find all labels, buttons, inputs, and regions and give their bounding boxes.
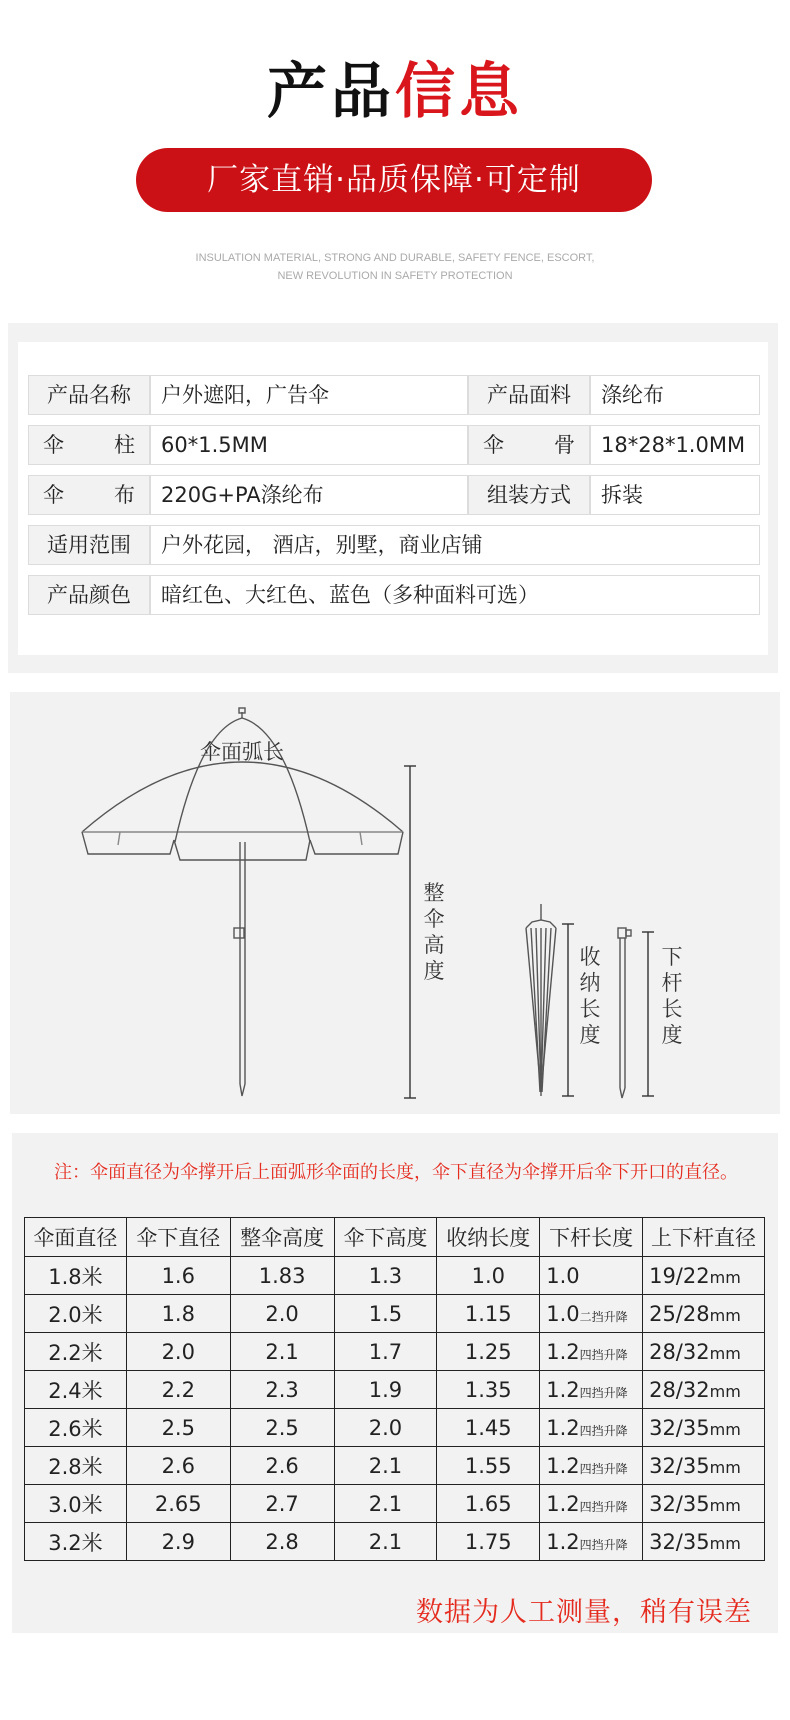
header-folded-length: 收纳长度 [437,1218,540,1257]
spec-label-cloth: 伞布 [28,475,150,515]
table-row [25,1295,765,1333]
lower-diameter-cell: 1.8 [126,1295,230,1333]
lower-pole-length-value: 1.2 [546,1529,580,1554]
spec-value-fabric: 涤纶布 [590,375,760,415]
pole-diameter-cell [643,1257,765,1295]
pole-diameter-value: 25/28 [649,1301,710,1326]
lower-diameter-cell: 2.9 [126,1523,230,1561]
spec-value-cloth: 220G+PA涤纶布 [150,475,468,515]
pole-diameter-unit: mm [709,1305,741,1325]
size-table [24,1217,765,1561]
lower-pole-length-value: 1.2 [546,1415,580,1440]
table-row [25,1257,765,1295]
lower-diameter-cell: 2.6 [126,1447,230,1485]
folded-length-cell: 1.0 [437,1257,540,1295]
canopy-diameter-cell: 3.0米 [25,1485,127,1523]
lower-diameter-cell: 2.0 [126,1333,230,1371]
lower-pole-length-value: 1.2 [546,1377,580,1402]
lower-pole-length-cell [540,1295,643,1333]
total-height-cell: 2.0 [230,1295,334,1333]
under-height-cell: 1.3 [334,1257,437,1295]
lower-diameter-cell: 2.5 [126,1409,230,1447]
lower-pole-length-value: 1.0 [546,1301,580,1326]
header-total-height: 整伞高度 [230,1218,334,1257]
arc-length-label: 伞面弧长 [200,740,284,764]
spec-value-scope: 户外花园， 酒店，别墅，商业店铺 [150,525,760,565]
pole-diameter-cell [643,1523,765,1561]
header-under-height: 伞下高度 [334,1218,437,1257]
slogan-banner: 厂家直销·品质保障·可定制 [136,148,652,212]
folded-length-cell: 1.45 [437,1409,540,1447]
canopy-outline [82,762,403,832]
folded-length-cell: 1.55 [437,1447,540,1485]
page-title [0,52,790,132]
spec-label-color: 产品颜色 [28,575,150,615]
pole-diameter-value: 28/32 [649,1377,710,1402]
height-adjust-note: 二挡升降 [579,1309,628,1324]
pole-diameter-value: 19/22 [649,1263,710,1288]
canopy-diameter-cell: 2.6米 [25,1409,127,1447]
lower-pole-length-cell [540,1257,643,1295]
folded-length-cell: 1.35 [437,1371,540,1409]
under-height-cell: 2.1 [334,1523,437,1561]
pole-diameter-cell [643,1485,765,1523]
total-height-cell: 2.8 [230,1523,334,1561]
folded-length-cell: 1.15 [437,1295,540,1333]
pole-diameter-unit: mm [709,1495,741,1515]
lower-pole-length-value: 1.2 [546,1453,580,1478]
spec-label-rib: 伞骨 [468,425,590,465]
subtitle-line-1: INSULATION MATERIAL, STRONG AND DURABLE, SAFETY FENCE, ESCORT, [195,252,595,264]
pole-diameter-cell [643,1333,765,1371]
spec-value-pole: 60*1.5MM [150,425,468,465]
under-height-cell: 1.5 [334,1295,437,1333]
total-height-cell: 2.7 [230,1485,334,1523]
spec-value-color: 暗红色、大红色、蓝色（多种面料可选） [150,575,760,615]
pole-diameter-value: 32/35 [649,1415,710,1440]
table-row [25,1523,765,1561]
table-row [25,1371,765,1409]
pole-diameter-unit: mm [709,1267,741,1287]
spec-label-fabric: 产品面料 [468,375,590,415]
under-height-cell: 2.0 [334,1409,437,1447]
subtitle-line-2: NEW REVOLUTION IN SAFETY PROTECTION [277,270,513,282]
spec-label-pole: 伞柱 [28,425,150,465]
canopy-diameter-cell: 3.2米 [25,1523,127,1561]
under-height-cell: 2.1 [334,1485,437,1523]
lower-pole-length-cell [540,1409,643,1447]
lower-pole-length-cell [540,1523,643,1561]
table-row [25,1447,765,1485]
pole-diameter-cell [643,1295,765,1333]
folded-length-cell: 1.65 [437,1485,540,1523]
under-height-cell: 1.7 [334,1333,437,1371]
pole-diameter-cell [643,1447,765,1485]
lower-pole [618,928,631,1098]
total-height-cell: 1.83 [230,1257,334,1295]
height-adjust-note: 四挡升降 [579,1499,628,1514]
header-lower-diameter: 伞下直径 [126,1218,230,1257]
height-adjust-note: 四挡升降 [579,1461,628,1476]
pole-diameter-value: 32/35 [649,1491,710,1516]
lower-pole-length-label: 下杆长度 [661,945,683,1047]
canopy-diameter-cell: 2.2米 [25,1333,127,1371]
lower-pole-length-cell [540,1447,643,1485]
lower-diameter-cell: 2.2 [126,1371,230,1409]
total-height-cell: 2.5 [230,1409,334,1447]
under-height-cell: 2.1 [334,1447,437,1485]
pole-diameter-unit: mm [709,1457,741,1477]
header-pole-diameter: 上下杆直径 [643,1218,765,1257]
canopy-diameter-cell: 2.0米 [25,1295,127,1333]
folded-umbrella [526,904,556,1096]
title-black-part: 产品 [267,57,395,127]
measurement-disclaimer: 数据为人工测量，稍有误差 [416,1597,752,1628]
lower-pole-length-value: 1.2 [546,1339,580,1364]
total-height-cell: 2.3 [230,1371,334,1409]
lower-pole-length-value: 1.0 [546,1263,580,1288]
spec-label-assembly: 组装方式 [468,475,590,515]
lower-pole-length-cell [540,1485,643,1523]
pole-diameter-cell [643,1409,765,1447]
pole-diameter-cell [643,1371,765,1409]
canopy-diameter-cell: 2.4米 [25,1371,127,1409]
table-row [25,1409,765,1447]
lower-pole-length-cell [540,1333,643,1371]
lower-pole-length-cell [540,1371,643,1409]
table-header-row [25,1218,765,1257]
spec-value-name: 户外遮阳，广告伞 [150,375,468,415]
spec-value-assembly: 拆装 [590,475,760,515]
pole-diameter-unit: mm [709,1533,741,1553]
pole-diameter-unit: mm [709,1343,741,1363]
height-adjust-note: 四挡升降 [579,1347,628,1362]
folded-length-label: 收纳长度 [579,945,601,1047]
header-lower-pole-length: 下杆长度 [540,1218,643,1257]
spec-label-name: 产品名称 [28,375,150,415]
canopy-diameter-cell: 1.8米 [25,1257,127,1295]
table-row [25,1485,765,1523]
height-adjust-note: 四挡升降 [579,1423,628,1438]
title-red-part: 信息 [395,57,523,127]
folded-length-cell: 1.75 [437,1523,540,1561]
umbrella-drawing [10,692,780,1114]
total-height-label: 整伞高度 [423,881,445,983]
size-note: 注：伞面直径为伞撑开后上面弧形伞面的长度，伞下直径为伞撑开后伞下开口的直径。 [54,1162,738,1183]
total-height-cell: 2.1 [230,1333,334,1371]
folded-length-cell: 1.25 [437,1333,540,1371]
pole-diameter-value: 32/35 [649,1453,710,1478]
total-height-cell: 2.6 [230,1447,334,1485]
pole-diameter-unit: mm [709,1381,741,1401]
lower-diameter-cell: 1.6 [126,1257,230,1295]
canopy-diameter-cell: 2.8米 [25,1447,127,1485]
lower-pole-length-value: 1.2 [546,1491,580,1516]
header-canopy-diameter: 伞面直径 [25,1218,127,1257]
lower-diameter-cell: 2.65 [126,1485,230,1523]
umbrella-diagram [10,692,780,1114]
pole-diameter-unit: mm [709,1419,741,1439]
spec-label-scope: 适用范围 [28,525,150,565]
height-adjust-note: 四挡升降 [579,1385,628,1400]
table-row [25,1333,765,1371]
spec-value-rib: 18*28*1.0MM [590,425,760,465]
pole-diameter-value: 28/32 [649,1339,710,1364]
english-subtitle [0,249,790,285]
height-adjust-note: 四挡升降 [579,1537,628,1552]
under-height-cell: 1.9 [334,1371,437,1409]
pole-diameter-value: 32/35 [649,1529,710,1554]
